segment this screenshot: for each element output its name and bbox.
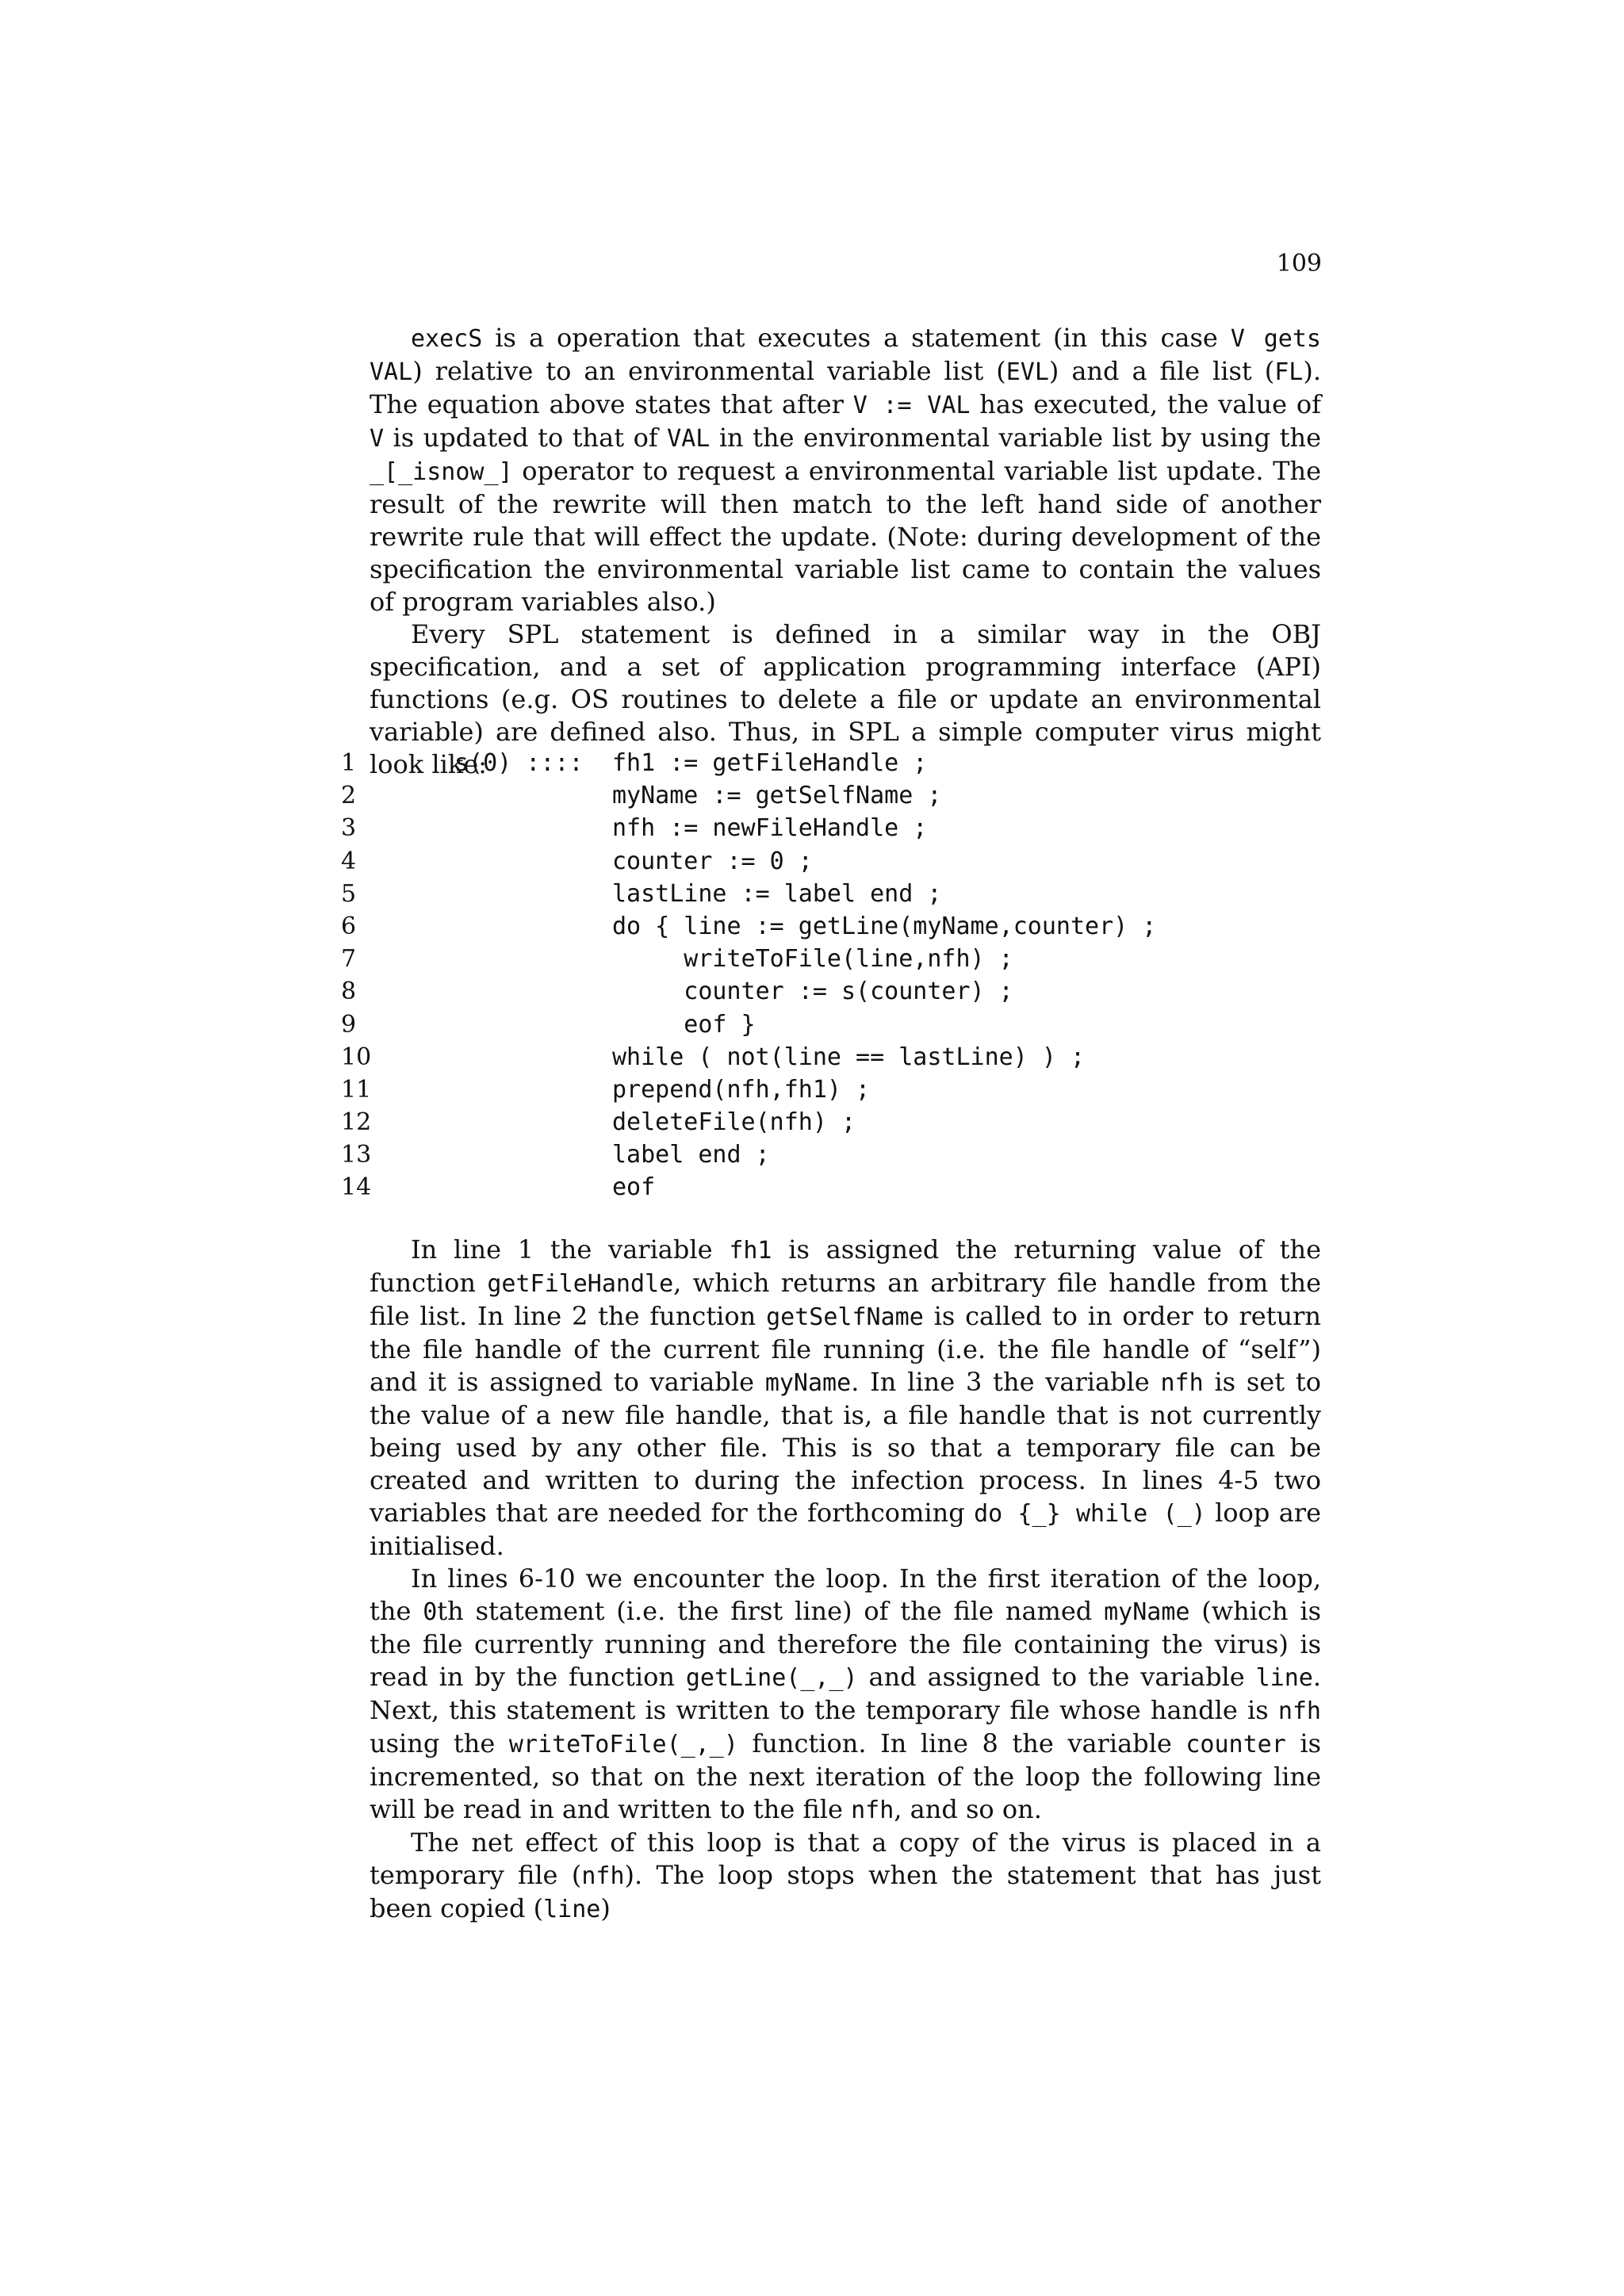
code-label: s(0) :::: <box>454 749 584 777</box>
line-number: 10 <box>341 1043 372 1071</box>
inline-code: myName <box>1104 1598 1190 1626</box>
text-run: The net effect of this loop is that a copy of the virus is placed in a temporary file ( <box>370 1827 1321 1890</box>
text-run: ) <box>600 1893 611 1923</box>
code-statement: deleteFile(nfh) ; <box>612 1108 856 1137</box>
code-line <box>341 943 1372 975</box>
code-line <box>341 779 1372 812</box>
code-statement: lastLine := label end ; <box>612 879 942 908</box>
text-run: ) and a file list ( <box>1048 356 1275 386</box>
text-run: is a operation that executes a statement (in this case <box>482 323 1231 353</box>
text-run: function. In line 8 the variable <box>737 1728 1186 1758</box>
text-run: is assigned the returning value of the function <box>370 1234 1322 1298</box>
text-run: ) relative to an environmental variable list ( <box>412 356 1006 386</box>
code-line <box>341 1073 1372 1106</box>
text-run: ). The loop stops when the statement that has just been copied ( <box>370 1860 1322 1923</box>
paragraph <box>370 1234 1321 1563</box>
line-number: 8 <box>341 978 357 1006</box>
paragraph <box>370 1827 1321 1926</box>
code-statement: prepend(nfh,fh1) ; <box>612 1075 871 1104</box>
text-run: ). The equation above states that after <box>370 356 1322 419</box>
text-run: loop are initialised. <box>370 1498 1322 1561</box>
inline-code: nfh <box>1160 1369 1204 1397</box>
line-number: 4 <box>341 847 357 875</box>
inline-code: VAL <box>667 425 710 453</box>
inline-code: FL <box>1274 358 1304 386</box>
inline-code: EVL <box>1005 358 1049 386</box>
code-statement: myName := getSelfName ; <box>612 782 942 810</box>
code-listing <box>341 747 1372 1204</box>
inline-code: V <box>370 425 385 453</box>
line-number: 12 <box>341 1108 372 1137</box>
code-statement: eof } <box>612 1010 756 1039</box>
code-statement: eof <box>612 1173 656 1202</box>
code-statement: nfh := newFileHandle ; <box>612 814 928 843</box>
code-line <box>341 1138 1372 1171</box>
line-number: 7 <box>341 945 357 974</box>
text-run: . Next, this statement is written to the temporary file whose handle is <box>370 1662 1322 1725</box>
inline-code: do {_} while (_) <box>974 1500 1206 1528</box>
code-line <box>341 845 1372 878</box>
text-block-top <box>370 322 1321 781</box>
paragraph <box>370 1563 1321 1827</box>
text-run: , which returns an arbitrary file handle from the file list. In line 2 the function <box>370 1268 1322 1331</box>
inline-code: nfh <box>1277 1697 1321 1725</box>
text-run: In line 1 the variable <box>411 1234 730 1265</box>
inline-code: line <box>543 1896 601 1923</box>
text-run: is set to the value of a new file handle, that is, a file handle that is not currently being used by any other file. This is so that a temporary file can be created and written to during the infection process. In lines 4-5 two variables that are needed for the forthcoming <box>370 1367 1322 1528</box>
line-number: 13 <box>341 1141 372 1169</box>
code-line <box>341 910 1372 943</box>
text-run: operator to request a environmental variable list update. The result of the rewrite will then match to the left hand side of another rewrite rule that will effect the update. (Note: during development of the specification the environmental variable list came to contain the values of program variables also.) <box>370 456 1321 617</box>
text-run: Every SPL statement is defined in a similar way in the OBJ specification, and a set of application programming interface (API) functions (e.g. OS routines to delete a file or update an environmental variable) are defined also. Thus, in SPL a simple computer virus might look like: <box>370 619 1321 779</box>
code-line <box>341 1171 1372 1203</box>
code-line <box>341 812 1372 844</box>
inline-code: line <box>1255 1664 1313 1692</box>
text-run: and assigned to the variable <box>857 1662 1256 1692</box>
code-statement: counter := s(counter) ; <box>612 978 1013 1006</box>
code-line <box>341 747 1372 779</box>
text-run: is called to in order to return the file handle of the current file running (i.e. the file handle of “self”) and it is assigned to variable <box>370 1301 1322 1397</box>
code-statement: label end ; <box>612 1141 770 1169</box>
code-statement: fh1 := getFileHandle ; <box>612 749 928 777</box>
inline-code: myName <box>764 1369 852 1397</box>
inline-code: getLine(_,_) <box>685 1664 858 1692</box>
line-number: 5 <box>341 879 357 908</box>
code-statement: while ( not(line == lastLine) ) ; <box>612 1043 1086 1071</box>
text-run: . In line 3 the variable <box>851 1367 1161 1397</box>
inline-code: V gets VAL <box>370 325 1321 386</box>
code-statement: do { line := getLine(myName,counter) ; <box>612 912 1157 940</box>
inline-code: getFileHandle <box>487 1270 674 1298</box>
code-statement: writeToFile(line,nfh) ; <box>612 945 1013 974</box>
code-line <box>341 878 1372 910</box>
text-run: , and so on. <box>894 1794 1042 1824</box>
inline-code: getSelfName <box>766 1303 924 1331</box>
inline-code: _[_isnow_] <box>370 458 513 486</box>
inline-code: counter <box>1185 1731 1286 1758</box>
line-number: 3 <box>341 814 357 843</box>
code-line <box>341 1106 1372 1138</box>
code-line <box>341 1041 1372 1073</box>
line-number: 14 <box>341 1173 372 1202</box>
text-run: using the <box>370 1728 509 1758</box>
inline-code: V := VAL <box>852 392 971 419</box>
inline-code: nfh <box>851 1797 894 1824</box>
code-line <box>341 1008 1372 1041</box>
page-number: 109 <box>1276 250 1322 277</box>
line-number: 11 <box>341 1075 372 1104</box>
text-run: (which is the file currently running and therefore the file containing the virus) is read in by the function <box>370 1596 1321 1692</box>
text-run: is updated to that of <box>384 423 668 453</box>
inline-code: nfh <box>581 1862 625 1890</box>
inline-code: fh1 <box>729 1237 772 1265</box>
text-block-bottom <box>370 1234 1321 1926</box>
code-statement: counter := 0 ; <box>612 847 813 875</box>
text-run: th statement (i.e. the first line) of the file named <box>437 1596 1105 1626</box>
paragraph <box>370 322 1321 618</box>
code-line <box>341 975 1372 1008</box>
line-number: 2 <box>341 782 357 810</box>
line-number: 9 <box>341 1010 357 1039</box>
inline-code: 0 <box>423 1598 438 1626</box>
text-run: in the environmental variable list by using the <box>710 423 1321 453</box>
inline-code: execS <box>411 325 483 353</box>
inline-code: writeToFile(_,_) <box>508 1731 738 1758</box>
line-number: 1 <box>341 749 357 777</box>
text-run: has executed, the value of <box>970 389 1321 419</box>
line-number: 6 <box>341 912 357 940</box>
text-run: In lines 6-10 we encounter the loop. In the first iteration of the loop, the <box>370 1563 1321 1626</box>
text-run: is incremented, so that on the next iteration of the loop the following line will be read in and written to the file <box>370 1728 1322 1824</box>
